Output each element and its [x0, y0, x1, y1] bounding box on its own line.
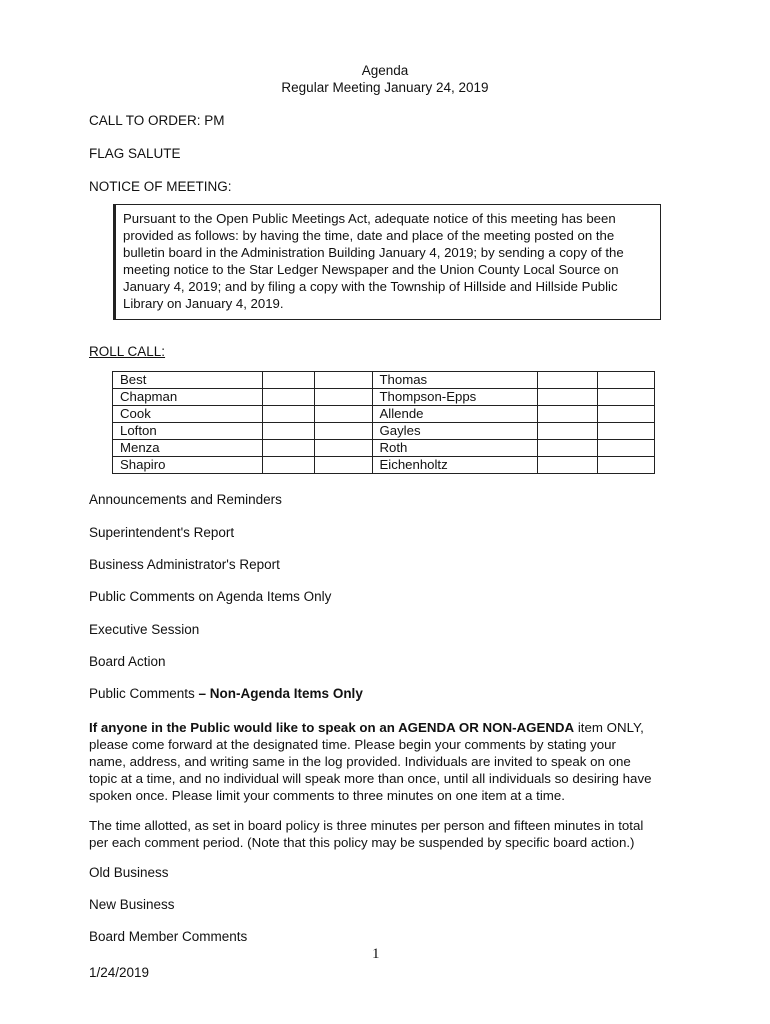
- roll-cell: [314, 372, 372, 389]
- roll-cell: [262, 389, 314, 406]
- roll-cell: [262, 457, 314, 474]
- business-admin-report-item: Business Administrator's Report: [89, 557, 280, 572]
- notice-line: January 4, 2019; and by filing a copy with the Township of Hillside and Hillside Public: [123, 279, 618, 294]
- board-action-item: Board Action: [89, 654, 166, 669]
- notice-line: Library on January 4, 2019.: [123, 296, 284, 311]
- roll-cell: [538, 372, 598, 389]
- roll-name: Lofton: [113, 423, 263, 440]
- time-policy-paragraph: [89, 817, 689, 851]
- new-business-item: New Business: [89, 897, 175, 912]
- roll-cell: [598, 372, 655, 389]
- roll-cell: [314, 406, 372, 423]
- roll-cell: [598, 423, 655, 440]
- public-comments-bold: – Non-Agenda Items Only: [198, 686, 363, 701]
- flag-salute: FLAG SALUTE: [89, 146, 181, 161]
- roll-cell: [598, 457, 655, 474]
- page-subtitle: Regular Meeting January 24, 2019: [281, 80, 489, 95]
- call-to-order: CALL TO ORDER: PM: [89, 113, 225, 128]
- roll-cell: [538, 423, 598, 440]
- roll-call-table: [112, 371, 655, 474]
- roll-cell: [314, 440, 372, 457]
- superintendent-report-item: Superintendent's Report: [89, 525, 235, 540]
- roll-cell: [598, 389, 655, 406]
- roll-cell: [538, 406, 598, 423]
- roll-name: Menza: [113, 440, 263, 457]
- public-notice-line: [89, 719, 689, 736]
- notice-line: Pursuant to the Open Public Meetings Act, adequate notice of this meeting has been: [123, 211, 616, 226]
- roll-call-heading: ROLL CALL:: [89, 344, 166, 359]
- board-member-comments-item: Board Member Comments: [89, 929, 248, 944]
- notice-line: provided as follows: by having the time, date and place of the meeting posted on the: [123, 228, 615, 243]
- roll-name: Thompson-Epps: [372, 389, 538, 406]
- announcements-item: Announcements and Reminders: [89, 492, 282, 507]
- table-row: [113, 423, 655, 440]
- roll-cell: [314, 423, 372, 440]
- executive-session-item: Executive Session: [89, 622, 200, 637]
- notice-heading: NOTICE OF MEETING:: [89, 179, 232, 194]
- roll-cell: [598, 440, 655, 457]
- roll-name: Roth: [372, 440, 538, 457]
- notice-box: [113, 204, 661, 320]
- roll-cell: [538, 389, 598, 406]
- roll-name: Eichenholtz: [372, 457, 538, 474]
- roll-cell: [538, 457, 598, 474]
- roll-cell: [598, 406, 655, 423]
- page-number: 1: [372, 946, 380, 962]
- page-title: Agenda: [361, 63, 409, 78]
- old-business-item: Old Business: [89, 865, 169, 880]
- time-policy-line: per each comment period. (Note that this policy may be suspended by specific board action.): [89, 835, 635, 850]
- public-comments-non-agenda-item: [89, 686, 363, 701]
- table-row: [113, 440, 655, 457]
- time-policy-line: The time allotted, as set in board policy is three minutes per person and fifteen minutes in total: [89, 818, 644, 833]
- roll-cell: [538, 440, 598, 457]
- notice-line: meeting notice to the Star Ledger Newspaper and the Union County Local Source on: [123, 262, 619, 277]
- public-notice-line: please come forward at the designated time. Please begin your comments by stating your: [89, 737, 616, 752]
- roll-cell: [262, 423, 314, 440]
- public-notice-line: spoken once. Please limit your comments to three minutes on one item at a time.: [89, 788, 565, 803]
- table-row: [113, 372, 655, 389]
- table-row: [113, 457, 655, 474]
- public-notice-paragraph: [89, 719, 689, 804]
- public-comments-agenda-item: Public Comments on Agenda Items Only: [89, 589, 332, 604]
- public-notice-line: name, address, and writing same in the log provided. Individuals are invited to speak on one: [89, 754, 631, 769]
- roll-cell: [262, 372, 314, 389]
- table-row: [113, 389, 655, 406]
- table-row: [113, 406, 655, 423]
- public-notice-line: topic at a time, and no individual will speak more than once, until all individuals so desiring have: [89, 771, 652, 786]
- roll-cell: [262, 440, 314, 457]
- roll-name: Shapiro: [113, 457, 263, 474]
- public-notice-line1-rest: item ONLY,: [574, 720, 644, 735]
- roll-name: Cook: [113, 406, 263, 423]
- roll-cell: [314, 457, 372, 474]
- roll-cell: [262, 406, 314, 423]
- roll-name: Gayles: [372, 423, 538, 440]
- roll-cell: [314, 389, 372, 406]
- footer-date: 1/24/2019: [89, 965, 150, 980]
- public-comments-prefix: Public Comments: [89, 686, 199, 701]
- notice-line: bulletin board in the Administration Building January 4, 2019; by sending a copy of the: [123, 245, 624, 260]
- roll-name: Thomas: [372, 372, 538, 389]
- roll-name: Best: [113, 372, 263, 389]
- public-notice-bold: If anyone in the Public would like to speak on an AGENDA OR NON-AGENDA: [89, 720, 575, 735]
- roll-name: Allende: [372, 406, 538, 423]
- roll-name: Chapman: [113, 389, 263, 406]
